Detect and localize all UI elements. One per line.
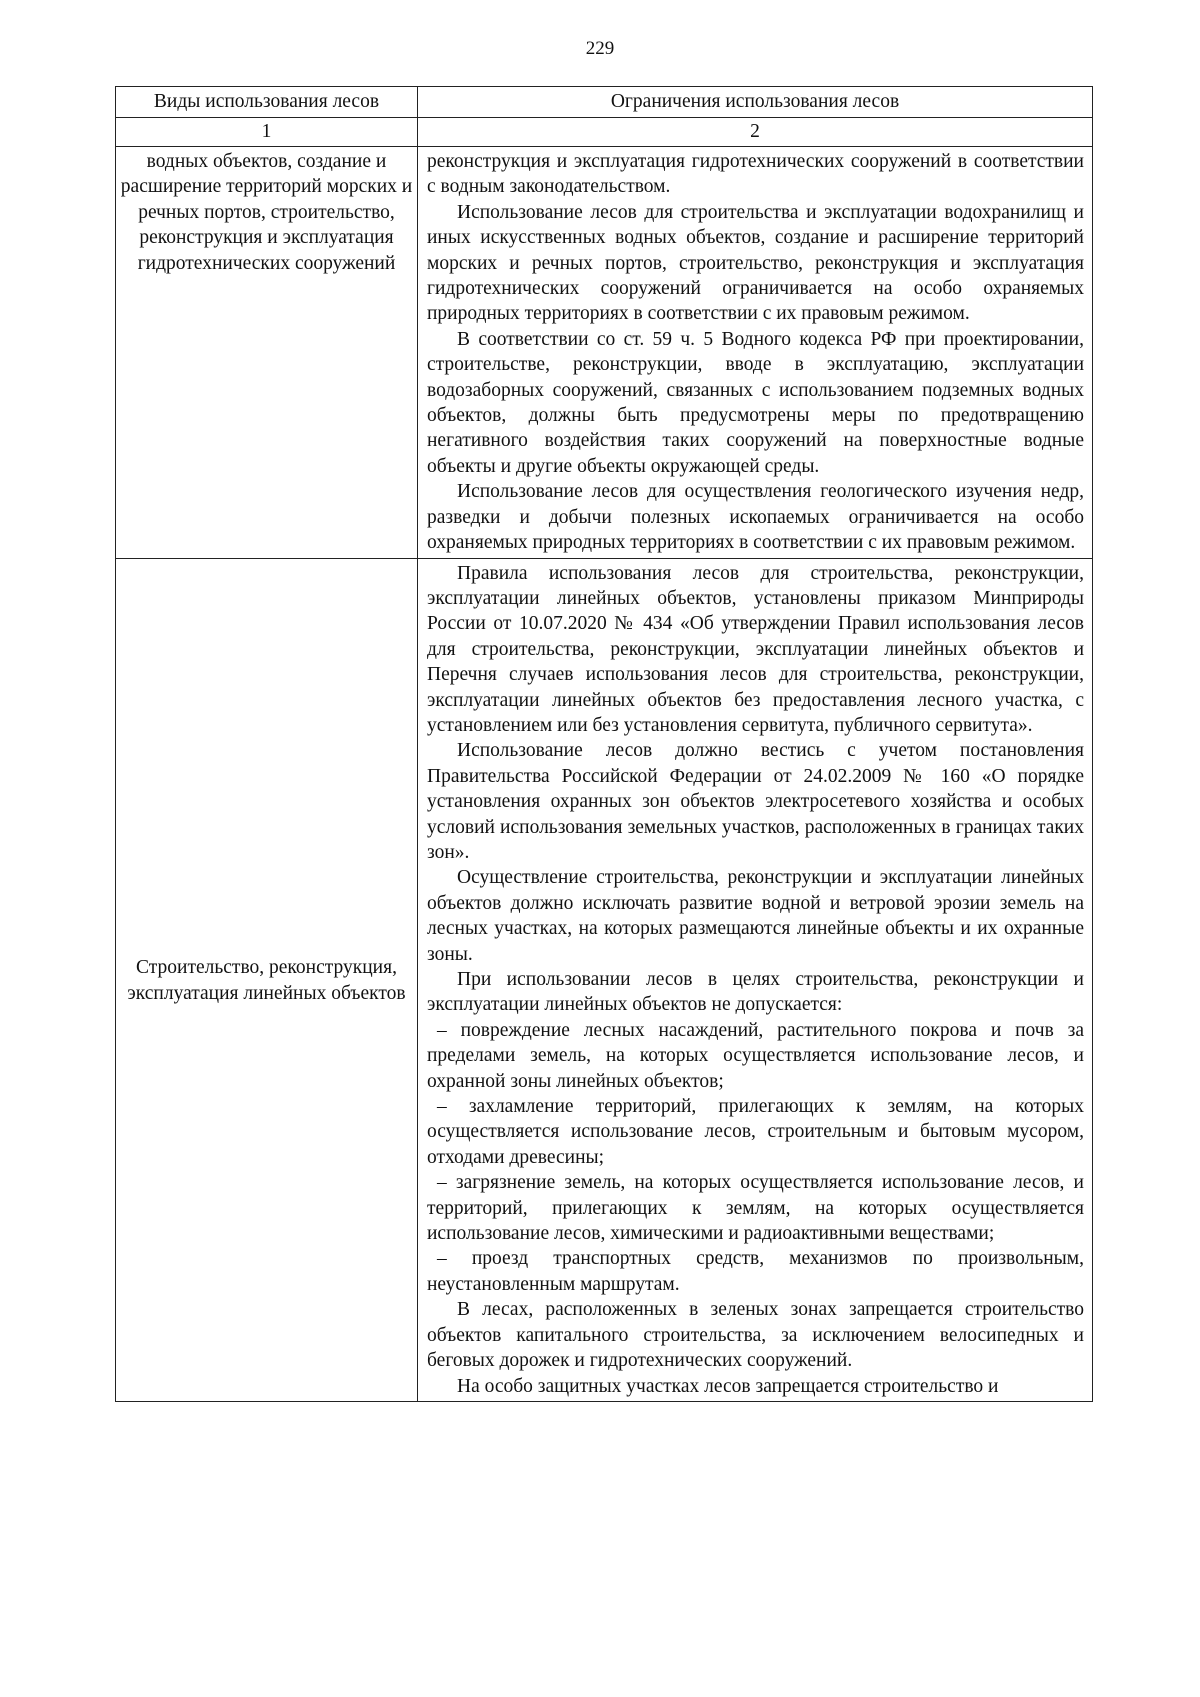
table-row: [116, 147, 1093, 559]
header-forest-use-restrictions: Ограничения использования лесов: [418, 87, 1093, 118]
restrictions-table: [115, 86, 1093, 1402]
paragraph: В соответствии со ст. 59 ч. 5 Водного кодекса РФ при проектировании, строительстве, реконструкции, вводе в эксплуатацию, эксплуатации водозаборных сооружений, связанных с использованием подземных водных объектов, должны быть предусмотрены меры по предотвращению негативного воздействия таких сооружений на поверхностные водные объекты и другие объекты окружающей среды.: [427, 328, 1084, 477]
paragraph: Использование лесов для строительства и эксплуатации водохранилищ и иных искусственных водных объектов, создание и расширение территорий морских и речных портов, строительство, реконструкция и эксплуатация гидротехнических сооружений ограничивается на особо охраняемых природных территориях в соответствии с их правовым режимом.: [427, 201, 1084, 325]
table-row: [116, 558, 1093, 1401]
column-number-2: 2: [418, 118, 1093, 147]
list-item: – повреждение лесных насаждений, растительного покрова и почв за пределами земель, на которых осуществляется использование лесов, и охранной зоны линейных объектов;: [427, 1019, 1084, 1092]
paragraph: Осуществление строительства, реконструкции и эксплуатации линейных объектов должно исключать развитие водной и ветровой эрозии земель на лесных участках, на которых размещаются линейные объекты и их охранные зоны.: [427, 867, 1084, 965]
paragraph: На особо защитных участках лесов запрещается строительство и: [457, 1375, 999, 1397]
table-header-row: [116, 87, 1093, 118]
column-number-row: [116, 118, 1093, 147]
paragraph: При использовании лесов в целях строительства, реконструкции и эксплуатации линейных объектов не допускается:: [427, 969, 1084, 1016]
list-item: – захламление территорий, прилегающих к землям, на которых осуществляется использование лесов, строительным и бытовым мусором, отходами древесины;: [427, 1096, 1084, 1168]
paragraph: Правила использования лесов для строительства, реконструкции, эксплуатации линейных объектов, установлены приказом Минприроды России от 10.07.2020 № 434 «Об утверждении Правил использования лесов для строительства, реконструкции, эксплуатации линейных объектов и Перечня случаев использования лесов для строительства, реконструкции, эксплуатации линейных объектов без предоставления лесного участка, с установлением или без установления сервитута, публичного сервитута».: [427, 562, 1084, 736]
paragraph: Использование лесов должно вестись с учетом постановления Правительства Российской Федерации от 24.02.2009 № 160 «О порядке установления охранных зон объектов электросетевого хозяйства и особых условий использования земельных участков, расположенных в границах таких зон».: [427, 740, 1084, 863]
paragraph: В лесах, расположенных в зеленых зонах запрещается строительство объектов капитального строительства, за исключением велосипедных и беговых дорожек и гидротехнических сооружений.: [427, 1299, 1084, 1372]
restrictions-cell: [418, 147, 1093, 559]
list-item: – загрязнение земель, на которых осуществляется использование лесов, и территорий, прилегающих к землям, на которых осуществляется использование лесов, химическими и радиоактивными веществами;: [427, 1172, 1084, 1245]
forest-use-type-cell: Строительство, реконструкция, эксплуатация линейных объектов: [116, 558, 418, 1401]
column-number-1: 1: [116, 118, 418, 147]
page-number: 229: [585, 38, 615, 59]
header-forest-use-types: Виды использования лесов: [116, 87, 418, 118]
paragraph: Использование лесов для осуществления геологического изучения недр, разведки и добычи полезных ископаемых ограничивается на особо охраняемых природных территориях в соответствии с их правовым режимом.: [427, 481, 1084, 554]
restrictions-cell: [418, 558, 1093, 1401]
forest-use-type-cell: водных объектов, создание и расширение территорий морских и речных портов, строительство, реконструкция и эксплуатация гидротехнических сооружений: [116, 147, 418, 559]
paragraph: реконструкция и эксплуатация гидротехнических сооружений в соответствии с водным законодательством.: [427, 151, 1084, 198]
list-item: – проезд транспортных средств, механизмов по произвольным, неустановленным маршрутам.: [427, 1248, 1084, 1295]
